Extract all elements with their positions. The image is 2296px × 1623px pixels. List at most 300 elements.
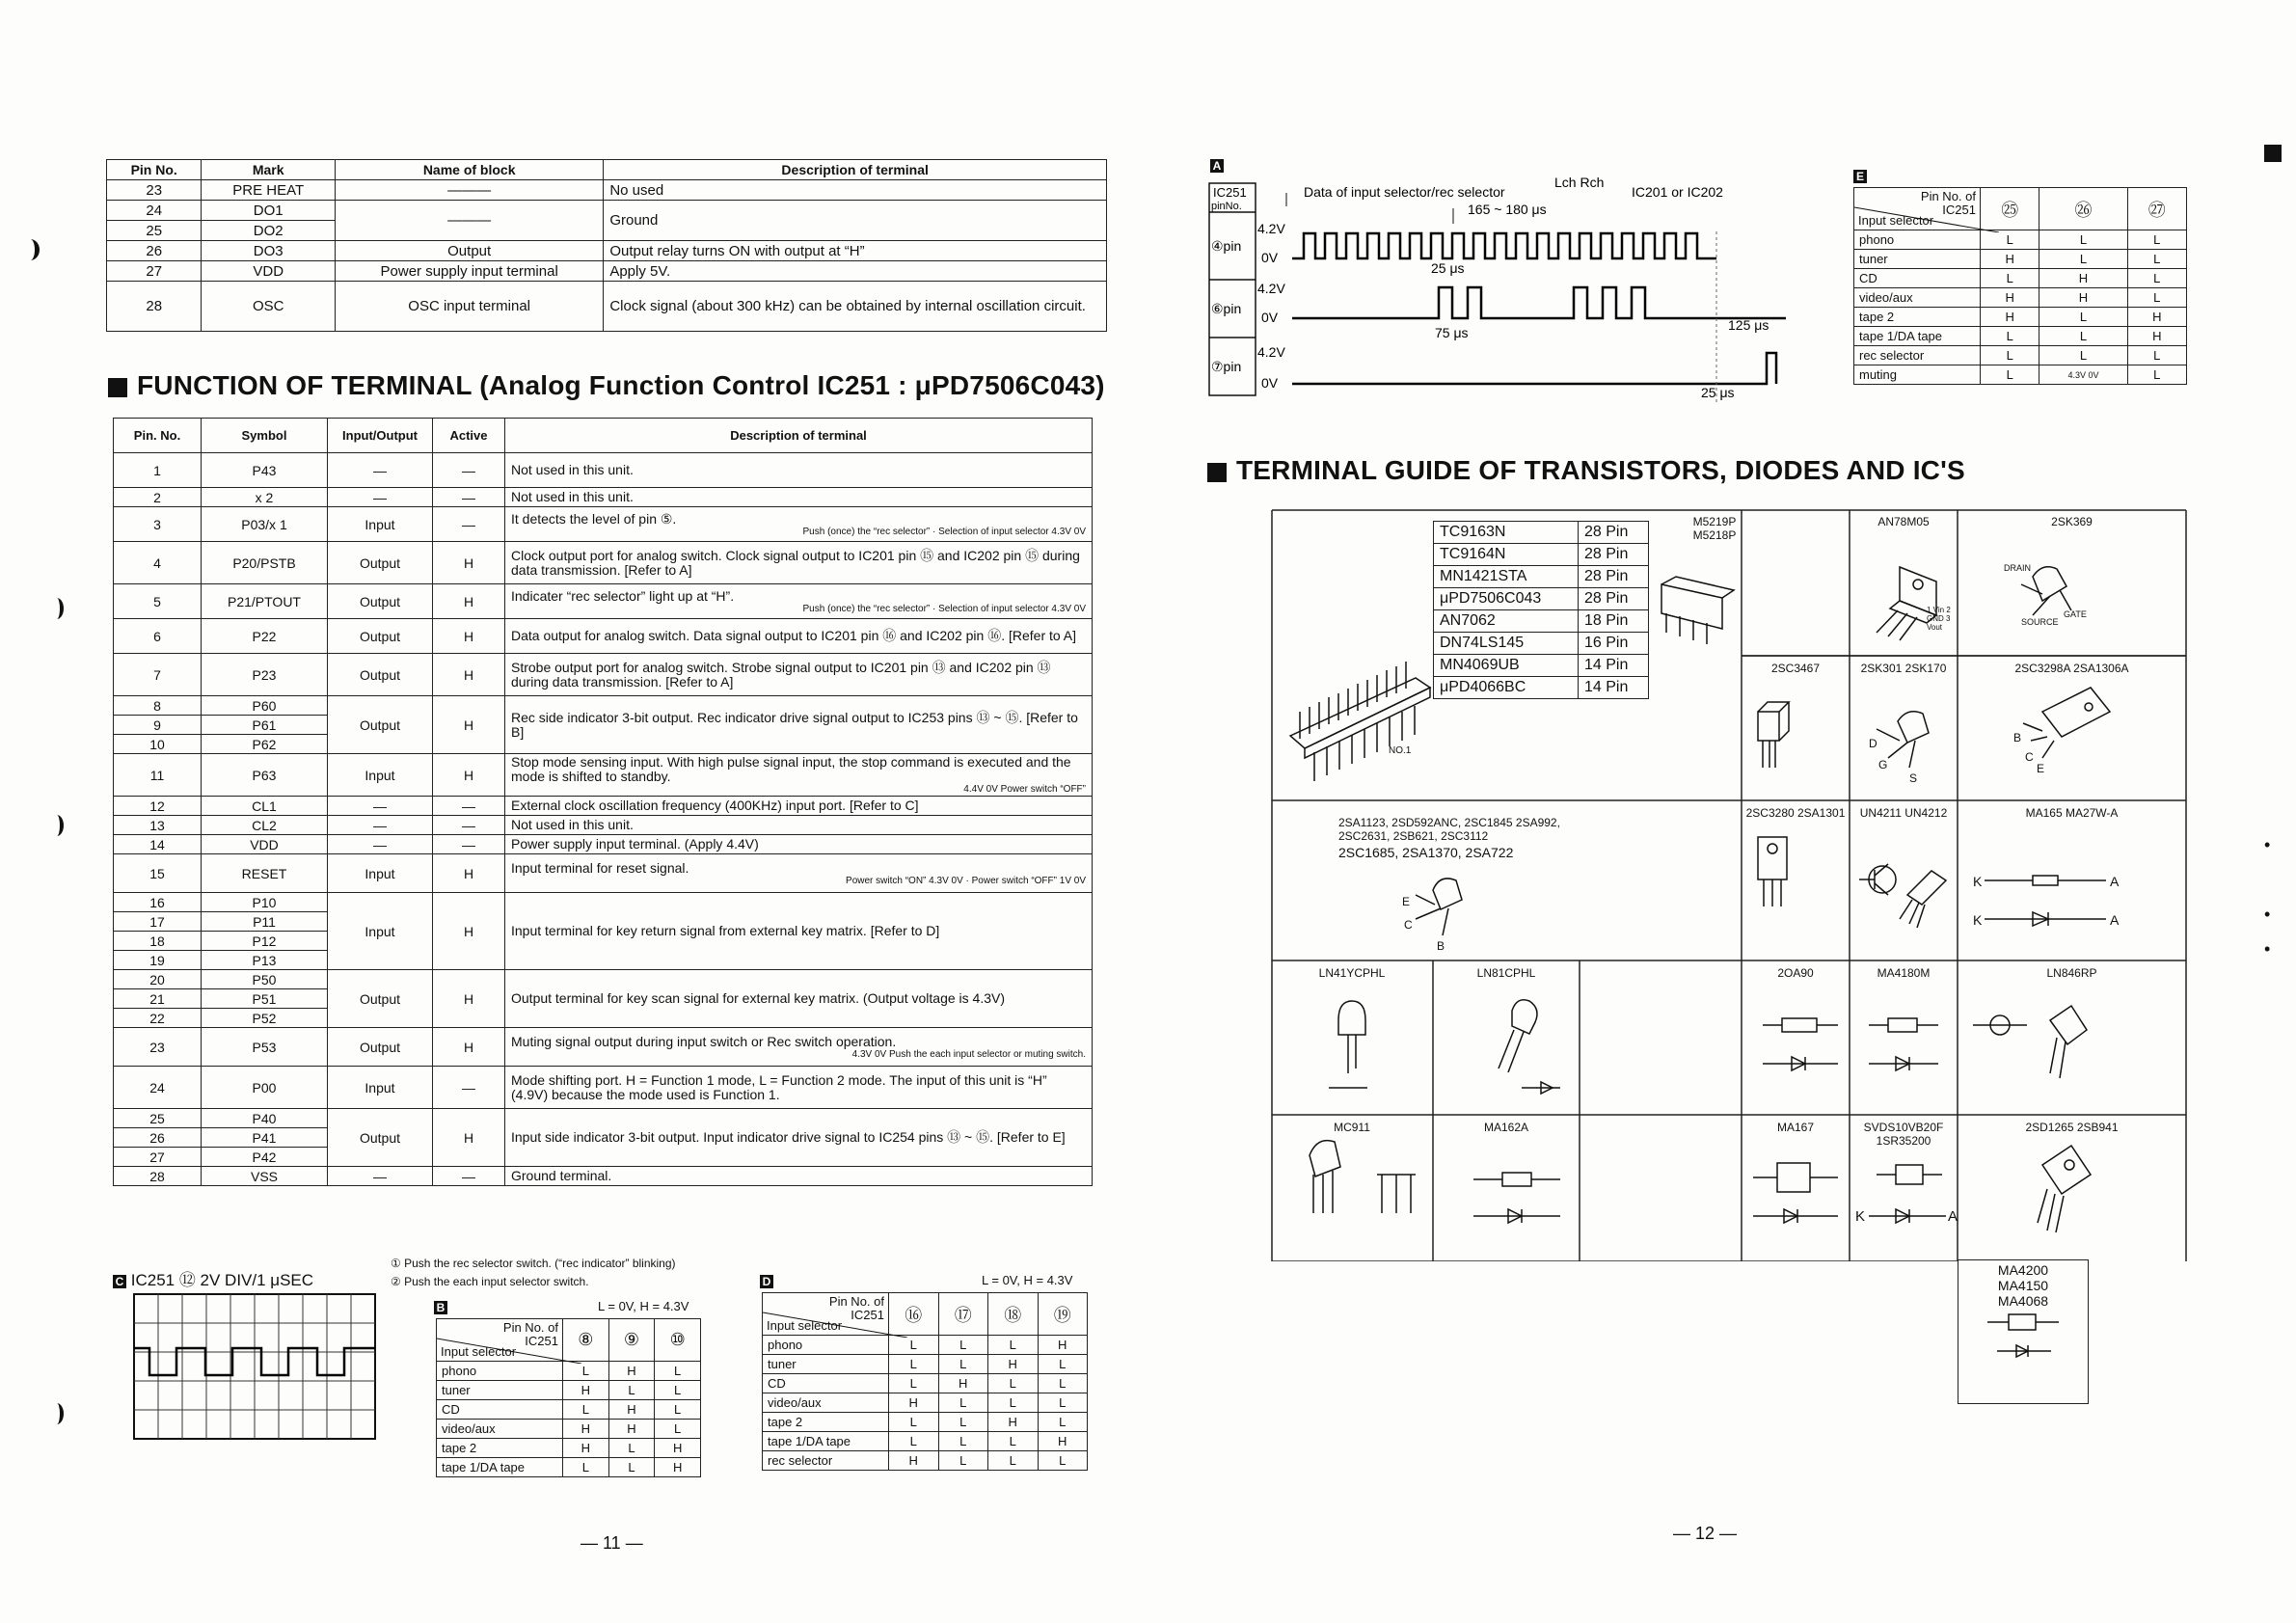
terminal-heading-text: TERMINAL GUIDE OF TRANSISTORS, DIODES AND IC'S <box>1236 455 1965 485</box>
page-number-right: — 12 — <box>1673 1524 1738 1543</box>
cell: Output terminal for key scan signal for external key matrix. (Output voltage is 4.3V) <box>505 970 1093 1028</box>
cell: Not used in this unit. <box>505 488 1093 507</box>
cell: Clock output port for analog switch. Clock signal output to IC201 pin ⑮ and IC202 pin ⑮ during data transmission. [Refer to A] <box>505 542 1093 584</box>
cell: P21/PTOUT <box>202 584 328 619</box>
level-cell: H <box>889 1393 939 1413</box>
section-tag: E <box>1853 170 1867 183</box>
cell: 16 <box>114 893 202 912</box>
binding-hole-mark <box>21 239 40 260</box>
table-row <box>114 1109 1093 1128</box>
cell: P43 <box>202 453 328 488</box>
selector-name: CD <box>437 1400 563 1420</box>
pin4-label: ④pin <box>1211 238 1242 254</box>
table-row <box>114 488 1093 507</box>
corner-top: Pin No. of IC251 <box>502 1320 558 1348</box>
cell: 23 <box>107 180 202 201</box>
table-row <box>114 970 1093 989</box>
cell: Output <box>328 654 433 696</box>
cell: Output <box>328 696 433 754</box>
table-row <box>114 754 1093 797</box>
cell: H <box>433 893 505 970</box>
level-cell: L <box>889 1374 939 1393</box>
label-un4211: UN4211 UN4212 <box>1859 806 1948 820</box>
level-cell: H <box>2127 327 2186 346</box>
cell: P41 <box>202 1128 328 1148</box>
t2-label: 25 μs <box>1431 260 1465 276</box>
label-2sk369: 2SK369 <box>2051 515 2093 528</box>
level-cell: L <box>2127 365 2186 385</box>
table-row <box>1434 655 1649 677</box>
cell: — <box>433 1067 505 1109</box>
ic-pin-count: 28 Pin <box>1579 522 1649 544</box>
ma4200-cell <box>1958 1259 2089 1404</box>
level-cell: L <box>1038 1451 1088 1471</box>
table-row <box>763 1451 1088 1471</box>
binding-hole-mark <box>50 598 64 619</box>
level-cell: H <box>1038 1336 1088 1355</box>
label-trans-list2: 2SC1685, 2SA1370, 2SA722 <box>1338 845 1514 860</box>
scope-label <box>113 1266 313 1290</box>
cell: Apply 5V. <box>604 261 1107 282</box>
label-an78m05: AN78M05 <box>1877 515 1930 528</box>
cell: Power supply input terminal. (Apply 4.4V) <box>505 835 1093 854</box>
cell: P11 <box>202 912 328 932</box>
cell: 7 <box>114 654 202 696</box>
level-cell: L <box>563 1458 609 1477</box>
table-d <box>762 1292 1088 1471</box>
table-row <box>1854 250 2187 269</box>
cell: 11 <box>114 754 202 797</box>
level-cell: L <box>655 1381 701 1400</box>
section-tag: D <box>760 1275 773 1288</box>
cell: 27 <box>107 261 202 282</box>
table-row <box>437 1439 701 1458</box>
cell: Output relay turns ON with output at “H” <box>604 241 1107 261</box>
cell: 25 <box>107 221 202 241</box>
cell: No used <box>604 180 1107 201</box>
cell: 24 <box>114 1067 202 1109</box>
pin-header-2: pinNo. <box>1211 201 1242 212</box>
table-row <box>114 696 1093 716</box>
level-cell: H <box>1981 288 2039 308</box>
level-cell: L <box>1038 1413 1088 1432</box>
cell: P60 <box>202 696 328 716</box>
label-ma165: MA165 MA27W-A <box>2025 806 2119 820</box>
table-row <box>1434 522 1649 544</box>
cell: Input <box>328 754 433 797</box>
table-row <box>107 201 1107 221</box>
scope-caption: IC251 ⑫ 2V DIV/1 μSEC <box>130 1271 314 1289</box>
corner-bottom: Input selector <box>441 1344 517 1359</box>
cell: H <box>433 619 505 654</box>
cell: Output <box>328 542 433 584</box>
cell: DO2 <box>202 221 336 241</box>
component-grid <box>1271 509 2187 1261</box>
table-b <box>436 1318 701 1477</box>
level-cell: L <box>608 1381 655 1400</box>
corner-header <box>437 1319 563 1362</box>
level-cell: L <box>2039 250 2127 269</box>
cell: — <box>328 488 433 507</box>
cell: 2 <box>114 488 202 507</box>
cell: Output <box>336 241 604 261</box>
cell: H <box>433 696 505 754</box>
cell: H <box>433 1028 505 1067</box>
ic-name: DN74LS145 <box>1434 633 1579 655</box>
level-cell: H <box>1981 250 2039 269</box>
level-cell: L <box>889 1336 939 1355</box>
table-row <box>1854 346 2187 365</box>
cell: DO3 <box>202 241 336 261</box>
cell: — <box>433 453 505 488</box>
ic-pin-list <box>1433 521 1649 699</box>
table-row <box>1434 677 1649 699</box>
table-row <box>1434 566 1649 588</box>
cell: P53 <box>202 1028 328 1067</box>
section-tag: B <box>434 1301 447 1314</box>
label-c: C <box>2025 750 2034 764</box>
cell: 17 <box>114 912 202 932</box>
pin6-label: ⑥pin <box>1211 301 1242 316</box>
v-low-4: 0V <box>1261 250 1279 265</box>
cell: 28 <box>114 1167 202 1186</box>
cell: P52 <box>202 1009 328 1028</box>
table-row <box>437 1420 701 1439</box>
selector-name: CD <box>1854 269 1981 288</box>
label-d: D <box>1869 737 1877 750</box>
level-cell: L <box>655 1362 701 1381</box>
ic-pin-count: 16 Pin <box>1579 633 1649 655</box>
cell: Ground terminal. <box>505 1167 1093 1186</box>
table-row <box>107 282 1107 332</box>
level-cell: L <box>1981 327 2039 346</box>
table-row <box>114 654 1093 696</box>
cell: P22 <box>202 619 328 654</box>
waveform-note: 4.4V 0V Power switch “OFF” <box>963 784 1086 795</box>
cell: 26 <box>114 1128 202 1148</box>
selector-name: tape 1/DA tape <box>437 1458 563 1477</box>
corner-top: Pin No. of IC251 <box>828 1294 884 1322</box>
level-cell: L <box>1981 365 2039 385</box>
level-cell: L <box>1038 1355 1088 1374</box>
selector-name: rec selector <box>1854 346 1981 365</box>
cell: VDD <box>202 835 328 854</box>
table-row <box>763 1393 1088 1413</box>
ic-pin-count: 28 Pin <box>1579 588 1649 610</box>
cell: Output <box>328 584 433 619</box>
function-heading-text: FUNCTION OF TERMINAL (Analog Function Control IC251 : μPD7506C043) <box>137 370 1105 400</box>
label-a2: A <box>2110 912 2120 928</box>
table-row <box>763 1413 1088 1432</box>
col-pin: Pin No. <box>107 160 202 180</box>
ic-pin-count: 28 Pin <box>1579 544 1649 566</box>
level-cell: L <box>608 1458 655 1477</box>
cell: 1 <box>114 453 202 488</box>
cell: 3 <box>114 507 202 542</box>
selector-name: rec selector <box>763 1451 889 1471</box>
cell: P10 <box>202 893 328 912</box>
label-b: B <box>2013 731 2022 744</box>
selector-name: tape 2 <box>437 1439 563 1458</box>
level-cell: L <box>1038 1393 1088 1413</box>
label-c2: C <box>1404 918 1413 932</box>
label-ln846rp: LN846RP <box>2046 966 2097 980</box>
level-cell: L <box>988 1374 1039 1393</box>
table-row <box>437 1362 701 1381</box>
level-cell: 4.3V 0V <box>2039 365 2127 385</box>
corner-top: Pin No. of IC251 <box>1920 189 1976 217</box>
table-row <box>763 1432 1088 1451</box>
table-row <box>763 1355 1088 1374</box>
cell: 24 <box>107 201 202 221</box>
table-row <box>114 1167 1093 1186</box>
label-ma162a: MA162A <box>1483 1121 1529 1134</box>
cell: DO1 <box>202 201 336 221</box>
cell: — <box>433 507 505 542</box>
cell: 27 <box>114 1148 202 1167</box>
cell: — <box>328 453 433 488</box>
selector-name: tape 2 <box>1854 308 1981 327</box>
note-1: ① Push the rec selector switch. (“rec indicator” blinking) <box>391 1257 676 1270</box>
cell: 23 <box>114 1028 202 1067</box>
level-cell: H <box>1038 1432 1088 1451</box>
label-m5219p: M5219P M5218P <box>1692 515 1737 542</box>
level-cell: L <box>2127 250 2186 269</box>
selector-name: tape 1/DA tape <box>763 1432 889 1451</box>
col-pin: Pin. No. <box>114 419 202 453</box>
ic-name: MN4069UB <box>1434 655 1579 677</box>
t5-label: 25 μs <box>1701 385 1735 400</box>
pin-column-header: ㉕ <box>1981 188 2039 230</box>
table-row <box>1854 288 2187 308</box>
lch-rch-label: Lch Rch <box>1554 175 1605 190</box>
cell: 26 <box>107 241 202 261</box>
data-label: Data of input selector/rec selector <box>1304 184 1505 200</box>
cell: — <box>328 816 433 835</box>
cell: VDD <box>202 261 336 282</box>
table-d-legend: L = 0V, H = 4.3V <box>982 1273 1073 1287</box>
table-row <box>114 1028 1093 1067</box>
table-row <box>107 241 1107 261</box>
table-row <box>763 1374 1088 1393</box>
cell: Strobe output port for analog switch. Strobe signal output to IC201 pin ⑬ and IC202 pin ⑬ during data transmission. [Refer to A] <box>505 654 1093 696</box>
pin-column-header: ⑩ <box>655 1319 701 1362</box>
cell: H <box>433 584 505 619</box>
cell: — <box>328 797 433 816</box>
cell: — <box>433 1167 505 1186</box>
level-cell: L <box>889 1432 939 1451</box>
table-row <box>114 835 1093 854</box>
v-high-7: 4.2V <box>1257 344 1285 360</box>
selector-name: phono <box>1854 230 1981 250</box>
level-cell: L <box>563 1362 609 1381</box>
heading-bullet <box>1207 463 1227 482</box>
level-cell: L <box>938 1451 988 1471</box>
label-gate: GATE <box>2064 609 2087 619</box>
table-row <box>437 1458 701 1477</box>
cell: CL2 <box>202 816 328 835</box>
table-row <box>1434 610 1649 633</box>
v-low-7: 0V <box>1261 375 1279 391</box>
v-high-4: 4.2V <box>1257 221 1285 236</box>
waveform-note: 4.3V 0V Push the each input selector or muting switch. <box>851 1048 1086 1060</box>
label-ma4180m: MA4180M <box>1877 966 1931 980</box>
cell: Ground <box>604 201 1107 241</box>
selector-name: tuner <box>763 1355 889 1374</box>
cell: Not used in this unit. <box>505 453 1093 488</box>
cell: 8 <box>114 696 202 716</box>
cell: P03/x 1 <box>202 507 328 542</box>
cell: P50 <box>202 970 328 989</box>
ic-pin-count: 14 Pin <box>1579 655 1649 677</box>
cell: P42 <box>202 1148 328 1167</box>
pin-column-header: ㉖ <box>2039 188 2127 230</box>
ic-label: IC201 or IC202 <box>1632 184 1723 200</box>
pin-column-header: ⑰ <box>938 1293 988 1336</box>
cell: External clock oscillation frequency (400KHz) input port. [Refer to C] <box>505 797 1093 816</box>
cell: H <box>433 542 505 584</box>
cell: 25 <box>114 1109 202 1128</box>
level-cell: L <box>2127 346 2186 365</box>
table-row <box>107 180 1107 201</box>
cell: ——— <box>336 201 604 241</box>
cell: P62 <box>202 735 328 754</box>
function-table <box>113 418 1093 1186</box>
black-square-marker <box>2264 145 2282 162</box>
pin-column-header: ㉗ <box>2127 188 2186 230</box>
table-row <box>1854 365 2187 385</box>
cell: Mode shifting port. H = Function 1 mode, L = Function 2 mode. The input of this unit is “H” (4.9V) because the mode used is Function 1. <box>505 1067 1093 1109</box>
cell: Clock signal (about 300 kHz) can be obtained by internal oscillation circuit. <box>604 282 1107 332</box>
level-cell: L <box>988 1393 1039 1413</box>
cell: Power supply input terminal <box>336 261 604 282</box>
table-b-legend: L = 0V, H = 4.3V <box>598 1299 689 1313</box>
pin-column-header: ⑧ <box>563 1319 609 1362</box>
cell: OSC <box>202 282 336 332</box>
level-cell: H <box>563 1420 609 1439</box>
table-row <box>114 619 1093 654</box>
cell: It detects the level of pin ⑤. Push (once) the “rec selector” · Selection of input selector 4.3V 0V <box>505 507 1093 542</box>
selector-name: muting <box>1854 365 1981 385</box>
label-2sk301: 2SK301 2SK170 <box>1860 662 1947 675</box>
level-cell: L <box>938 1336 988 1355</box>
cell: H <box>433 754 505 797</box>
corner-bottom: Input selector <box>767 1318 843 1333</box>
table-b-tag-row <box>434 1299 704 1314</box>
level-cell: L <box>988 1432 1039 1451</box>
label-e2: E <box>1402 895 1411 908</box>
level-cell: H <box>563 1381 609 1400</box>
ic-pin-count: 14 Pin <box>1579 677 1649 699</box>
cell: 6 <box>114 619 202 654</box>
cell: P23 <box>202 654 328 696</box>
table-row <box>114 542 1093 584</box>
pin-column-header: ⑨ <box>608 1319 655 1362</box>
label-ma167: MA167 <box>1776 1121 1815 1134</box>
pin7-label: ⑦pin <box>1211 359 1242 374</box>
label-2sc3467: 2SC3467 <box>1770 662 1821 675</box>
label-2sc3298a: 2SC3298A 2SA1306A <box>2014 662 2129 675</box>
label-a3: A <box>1948 1208 1958 1225</box>
pin-column-header: ⑱ <box>988 1293 1039 1336</box>
ic-pin-count: 28 Pin <box>1579 566 1649 588</box>
level-cell: H <box>608 1362 655 1381</box>
cell: ——— <box>336 180 604 201</box>
table-row <box>1854 327 2187 346</box>
level-cell: H <box>2039 269 2127 288</box>
ic-pin-count: 18 Pin <box>1579 610 1649 633</box>
cell: — <box>328 1167 433 1186</box>
level-cell: L <box>1981 230 2039 250</box>
cell: 10 <box>114 735 202 754</box>
cell: Input <box>328 507 433 542</box>
cell: CL1 <box>202 797 328 816</box>
table-row <box>114 507 1093 542</box>
level-cell: H <box>938 1374 988 1393</box>
cell: Output <box>328 1109 433 1167</box>
selector-name: tuner <box>437 1381 563 1400</box>
col-active: Active <box>433 419 505 453</box>
level-cell: H <box>655 1439 701 1458</box>
label-mc911: MC911 <box>1334 1121 1370 1134</box>
cell: — <box>328 835 433 854</box>
timing-diagram <box>1207 174 1786 415</box>
pin-header-1: IC251 <box>1213 185 1247 200</box>
cell: Input side indicator 3-bit output. Input indicator drive signal to IC254 pins ⑬ ~ ⑮. [Refer to E] <box>505 1109 1093 1167</box>
ic-name: MN1421STA <box>1434 566 1579 588</box>
selector-name: CD <box>763 1374 889 1393</box>
ic-name: μPD7506C043 <box>1434 588 1579 610</box>
col-io: Input/Output <box>328 419 433 453</box>
table-row <box>114 816 1093 835</box>
selector-name: tape 1/DA tape <box>1854 327 1981 346</box>
table-row <box>1434 588 1649 610</box>
level-cell: L <box>563 1400 609 1420</box>
table-row <box>1434 544 1649 566</box>
cell: 13 <box>114 816 202 835</box>
function-heading <box>108 370 1105 401</box>
ic-name: AN7062 <box>1434 610 1579 633</box>
v-high-6: 4.2V <box>1257 281 1285 296</box>
top-pin-table <box>106 159 1107 332</box>
level-cell: L <box>1038 1374 1088 1393</box>
col-block: Name of block <box>336 160 604 180</box>
cell: Stop mode sensing input. With high pulse signal input, the stop command is executed and the mode is shifted to standby. 4.4V 0V Power switch “OFF” <box>505 754 1093 797</box>
t3-label: 75 μs <box>1435 325 1469 340</box>
level-cell: H <box>988 1355 1039 1374</box>
t4-label: 125 μs <box>1728 317 1769 333</box>
level-cell: L <box>1981 269 2039 288</box>
label-drain: DRAIN <box>2004 563 2032 573</box>
selector-name: phono <box>763 1336 889 1355</box>
table-row <box>107 261 1107 282</box>
level-cell: L <box>2039 230 2127 250</box>
col-desc: Description of terminal <box>505 419 1093 453</box>
cell: 22 <box>114 1009 202 1028</box>
cell: Data output for analog switch. Data signal output to IC201 pin ⑯ and IC202 pin ⑯. [Refer to A] <box>505 619 1093 654</box>
cell: P13 <box>202 951 328 970</box>
cell: Input <box>328 893 433 970</box>
table-row <box>763 1336 1088 1355</box>
level-cell: L <box>988 1451 1039 1471</box>
ic-name: TC9164N <box>1434 544 1579 566</box>
col-symbol: Symbol <box>202 419 328 453</box>
cell: 12 <box>114 797 202 816</box>
selector-name: video/aux <box>763 1393 889 1413</box>
selector-name: video/aux <box>437 1420 563 1439</box>
cell: Output <box>328 619 433 654</box>
cell: H <box>433 654 505 696</box>
